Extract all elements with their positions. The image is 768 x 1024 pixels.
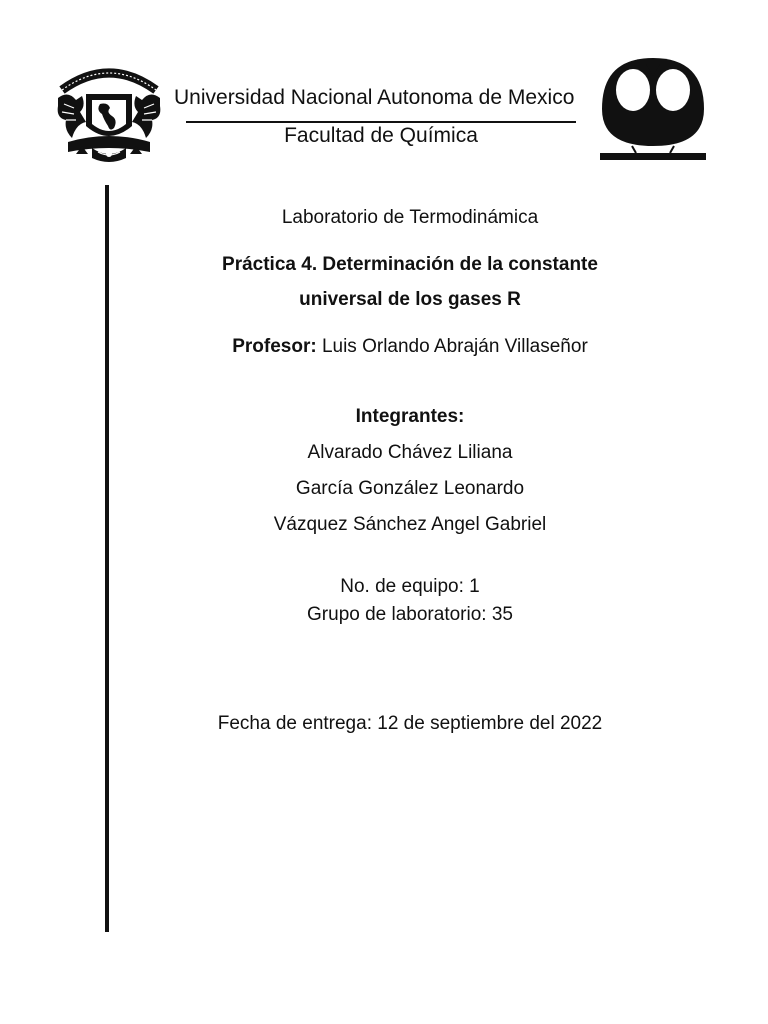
member-name: García González Leonardo: [295, 478, 525, 499]
members-heading: Integrantes:: [355, 406, 465, 427]
member-name: Vázquez Sánchez Angel Gabriel: [273, 514, 547, 535]
university-name: Universidad Nacional Autonoma de Mexico: [174, 86, 575, 109]
facultad-quimica-owl-icon: [596, 54, 710, 164]
lab-group: Grupo de laboratorio: 35: [307, 604, 513, 625]
practice-title-line2: universal de los gases R: [299, 289, 521, 310]
unam-seal-icon: [52, 60, 166, 168]
professor-label: Profesor:: [232, 336, 317, 357]
practice-title-line1: Práctica 4. Determinación de la constante: [222, 254, 598, 275]
side-vertical-rule: [105, 185, 109, 932]
faculty-name: Facultad de Química: [284, 124, 478, 147]
due-date: Fecha de entrega: 12 de septiembre del 2022: [217, 713, 603, 734]
professor-name: Luis Orlando Abraján Villaseñor: [321, 336, 588, 357]
header-divider: [186, 121, 576, 123]
lab-name: Laboratorio de Termodinámica: [281, 207, 539, 228]
professor-line: [160, 336, 660, 358]
member-name: Alvarado Chávez Liliana: [307, 442, 513, 463]
team-number: No. de equipo: 1: [340, 576, 480, 597]
